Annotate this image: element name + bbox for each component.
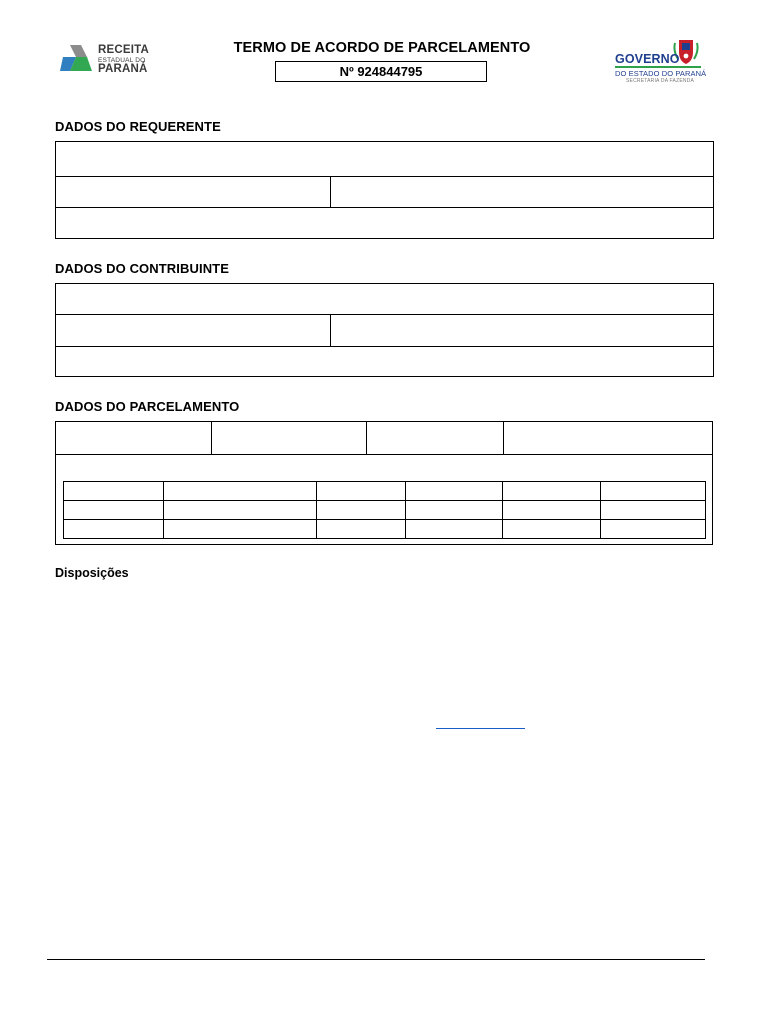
table-cell xyxy=(317,482,406,501)
table-cell xyxy=(64,501,164,520)
parcelas-table xyxy=(63,481,706,539)
hyperlink-underline[interactable] xyxy=(436,728,525,729)
parcelamento-box xyxy=(55,421,713,545)
table-cell xyxy=(164,520,317,539)
governo-parana-logo xyxy=(614,37,707,85)
contribuinte-row-divider xyxy=(56,314,713,315)
logo-left-line3: PARANÁ xyxy=(98,63,148,75)
logo-left-line1: RECEITA xyxy=(98,44,150,56)
receita-parana-logo xyxy=(60,43,160,75)
parcelamento-row-divider xyxy=(56,454,712,455)
contribuinte-col-divider xyxy=(330,314,331,346)
table-row xyxy=(64,482,706,501)
table-row xyxy=(64,501,706,520)
receita-parana-logo-icon xyxy=(60,43,92,73)
table-cell xyxy=(64,482,164,501)
table-row xyxy=(64,520,706,539)
logo-right-line2: DO ESTADO DO PARANÁ xyxy=(615,69,707,78)
table-cell xyxy=(406,482,503,501)
table-cell xyxy=(406,520,503,539)
requerente-box xyxy=(55,141,714,239)
section-title-disposicoes: Disposições xyxy=(55,566,129,580)
table-cell xyxy=(406,501,503,520)
table-cell xyxy=(503,482,601,501)
parcelamento-col-divider xyxy=(366,422,367,454)
contribuinte-box xyxy=(55,283,714,377)
requerente-col-divider xyxy=(330,176,331,207)
requerente-row-divider xyxy=(56,207,713,208)
section-title-requerente: DADOS DO REQUERENTE xyxy=(55,119,221,134)
parcelamento-col-divider xyxy=(503,422,504,454)
table-cell xyxy=(64,520,164,539)
table-cell xyxy=(317,520,406,539)
logo-left-line2: ESTADUAL DO xyxy=(98,56,146,64)
table-cell xyxy=(503,520,601,539)
table-cell xyxy=(601,501,706,520)
logo-right-divider xyxy=(615,66,701,68)
document-title: TERMO DE ACORDO DE PARCELAMENTO xyxy=(233,40,531,56)
document-number: Nº 924844795 xyxy=(275,61,487,82)
table-cell xyxy=(164,501,317,520)
requerente-row-divider xyxy=(56,176,713,177)
table-cell xyxy=(503,501,601,520)
parcelamento-col-divider xyxy=(211,422,212,454)
table-cell xyxy=(317,501,406,520)
table-cell xyxy=(601,520,706,539)
footer-divider xyxy=(47,959,705,960)
table-cell xyxy=(164,482,317,501)
section-title-contribuinte: DADOS DO CONTRIBUINTE xyxy=(55,261,229,276)
contribuinte-row-divider xyxy=(56,346,713,347)
section-title-parcelamento: DADOS DO PARCELAMENTO xyxy=(55,399,240,414)
logo-right-line1: GOVERNO xyxy=(615,52,680,66)
logo-right-line3: SECRETARIA DA FAZENDA xyxy=(626,78,695,84)
table-cell xyxy=(601,482,706,501)
